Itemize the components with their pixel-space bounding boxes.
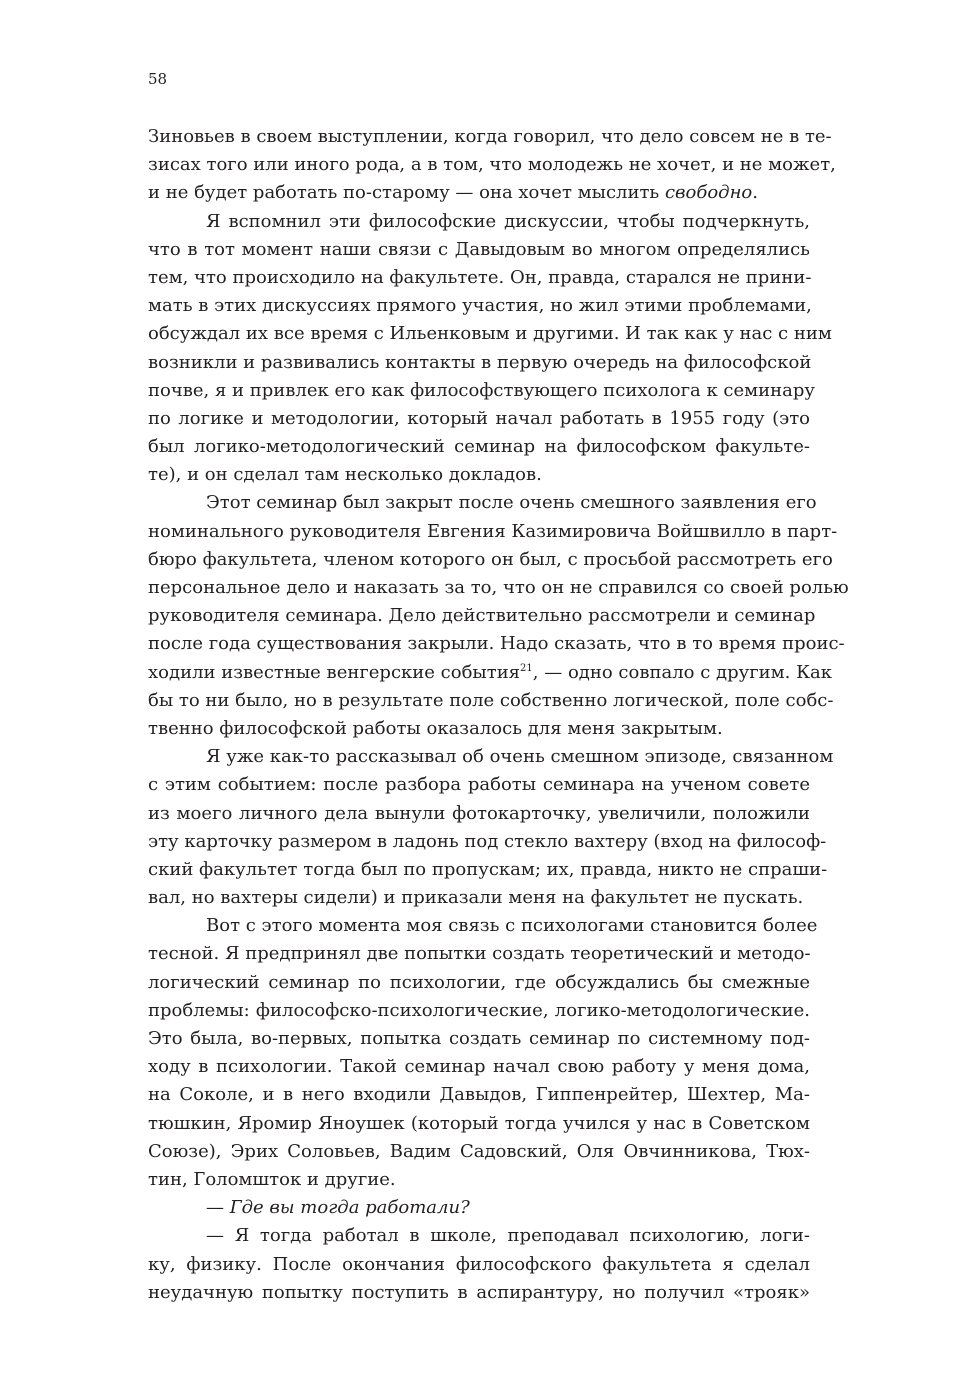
text-line: Этот семинар был закрыт после очень смешного заявления его [206,492,817,514]
question-text: Где вы тогда работали? [229,1197,470,1219]
text-line: ходу в психологии. Такой семинар начал свою работу у меня дома, [148,1056,810,1078]
paragraph [148,208,832,490]
text-line [148,659,832,687]
paragraph [148,489,849,743]
text-line: после года существования закрыли. Надо сказать, что в то время проис- [148,633,845,655]
text-line: логический семинар по психологии, где обсуждались бы смежные [148,971,810,993]
emphasis-text: свободно [664,182,753,204]
text-line: из моего личного дела вынули фотокарточку, увеличили, положили [148,802,810,824]
paragraph [148,123,836,208]
footnote-reference[interactable]: 21 [520,662,533,674]
paragraph [148,743,834,912]
text-line: по логике и методологии, который начал работать в 1955 году (это [148,407,810,429]
page-number: 58 [148,70,168,88]
text-line: на Соколе, и в него входили Давыдов, Гиппенрейтер, Шехтер, Ма- [148,1084,810,1106]
text-line: мать в этих дискуссиях прямого участия, но жил этими проблемами, [148,295,812,317]
text-line [148,179,810,207]
text-line: тесной. Я предпринял две попытки создать теоретический и методо- [148,943,811,965]
dash: — [206,1197,230,1219]
text-line: Я уже как-то рассказывал об очень смешном эпизоде, связанном [206,746,834,768]
text-line: те), и он сделал там несколько докладов. [148,464,542,486]
text-body [148,123,849,1307]
text-line: тин, Голомшток и другие. [148,1168,396,1190]
text-line: эту карточку размером в ладонь под стекло вахтеру (вход на философ- [148,830,827,852]
text-line: номинального руководителя Евгения Казимировича Войшвилло в парт- [148,520,838,542]
text-line: бы то ни было, но в результате поле собственно логической, поле собс- [148,689,834,711]
text-line: Союзе), Эрих Соловьев, Вадим Садовский, Оля Овчинникова, Тюх- [148,1140,810,1162]
text-line: вал, но вахтеры сидели) и приказали меня на факультет не пускать. [148,887,804,909]
text-line: тюшкин, Яромир Яноушек (который тогда учился у нас в Советском [148,1112,810,1134]
text-line: что в тот момент наши связи с Давыдовым во многом определялись [148,238,810,260]
interview-question [148,1194,810,1222]
text-line: возникли и развивались контакты в первую очередь на философской [148,351,812,373]
text-line: — Я тогда работал в школе, преподавал психологию, логи- [206,1225,810,1247]
text-line: Это была, во-первых, попытка создать семинар по системному под- [148,1028,810,1049]
text-line: Зиновьев в своем выступлении, когда говорил, что дело совсем не в те- [148,126,832,147]
text-line: обсуждал их все время с Ильенковым и другими. И так как у нас с ним [148,323,832,345]
text-span: , — одно совпало с другим. Как [532,661,832,683]
text-line: ский факультет тогда был по пропускам; их, правда, никто не спраши- [148,858,828,880]
text-line [148,1194,810,1222]
text-line: руководителя семинара. Дело действительно рассмотрели и семинар [148,605,816,627]
text-line: почве, я и привлек его как философствующего психолога к семинару [148,379,816,401]
text-line: был логико-методологический семинар на философском факульте- [148,436,810,458]
text-line: неудачную попытку поступить в аспирантуру, но получил «трояк» [148,1281,810,1303]
text-line: бюро факультета, членом которого он был, с просьбой рассмотреть его [148,548,833,570]
text-line: проблемы: философско-психологические, логико-методологические. [148,999,810,1021]
text-line: твенно философской работы оказалось для меня закрытым. [148,717,723,739]
text-line: тем, что происходило на факультете. Он, правда, старался не прини- [148,266,812,288]
text-span: ходили известные венгерские события [148,661,521,683]
text-line: Вот с этого момента моя связь с психологами становится более [206,915,818,937]
text-line: ку, физику. После окончания философского факультета я сделал [148,1253,810,1275]
interview-answer [148,1222,810,1307]
text-line: Я вспомнил эти философские дискуссии, чтобы подчеркнуть, [206,210,810,232]
text-span: . [752,182,758,204]
text-line: персональное дело и наказать за то, что он не справился со своей ролью [148,577,849,598]
text-span: и не будет работать по-старому — она хочет мыслить [148,182,665,204]
text-line: зисах того или иного рода, а в том, что молодежь не хочет, и не может, [148,154,836,176]
paragraph [148,912,818,1194]
text-line: с этим событием: после разбора работы семинара на ученом совете [148,774,810,796]
